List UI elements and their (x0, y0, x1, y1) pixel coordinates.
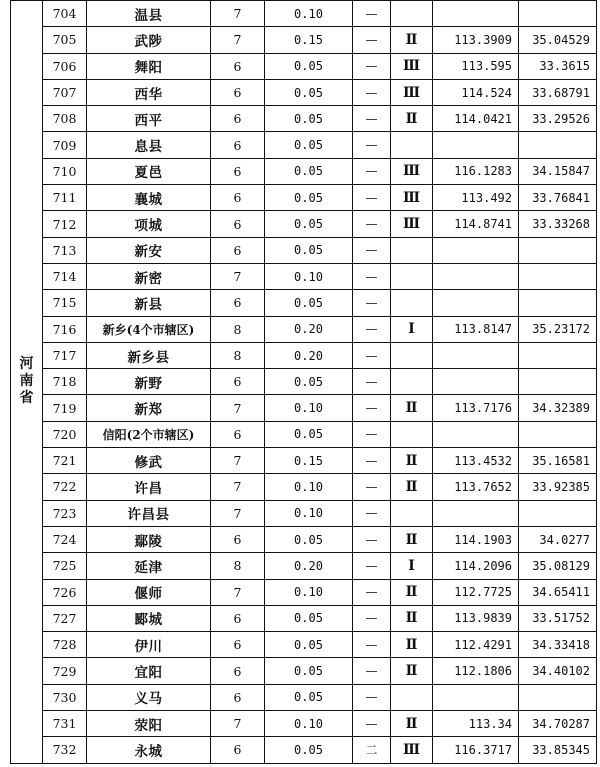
latitude-cell: 35.04529 (519, 27, 597, 53)
site-zone-cell: Ⅰ (391, 553, 433, 579)
row-number-cell: 720 (43, 421, 87, 447)
longitude-cell (433, 132, 519, 158)
table-row (11, 158, 597, 184)
intensity-cell: 8 (211, 316, 265, 342)
county-name-cell: 许昌县 (87, 500, 211, 526)
group-cell: — (353, 211, 391, 237)
latitude-cell: 33.76841 (519, 185, 597, 211)
site-zone-cell (391, 500, 433, 526)
site-zone-cell (391, 342, 433, 368)
pga-cell: 0.05 (265, 632, 353, 658)
pga-cell: 0.05 (265, 158, 353, 184)
intensity-cell: 6 (211, 237, 265, 263)
county-name-cell: 许昌 (87, 474, 211, 500)
county-seismic-table (10, 0, 597, 764)
table-row (11, 1, 597, 27)
county-name-cell: 修武 (87, 448, 211, 474)
province-char: 南 (19, 373, 34, 390)
row-number-cell: 707 (43, 79, 87, 105)
table-row (11, 500, 597, 526)
longitude-cell: 116.3717 (433, 737, 519, 763)
row-number-cell: 705 (43, 27, 87, 53)
intensity-cell: 8 (211, 553, 265, 579)
group-cell: — (353, 1, 391, 27)
intensity-cell: 6 (211, 158, 265, 184)
latitude-cell (519, 342, 597, 368)
intensity-cell: 7 (211, 711, 265, 737)
site-zone-cell (391, 1, 433, 27)
latitude-cell: 33.85345 (519, 737, 597, 763)
longitude-cell: 112.4291 (433, 632, 519, 658)
longitude-cell (433, 421, 519, 447)
pga-cell: 0.05 (265, 106, 353, 132)
table-row (11, 395, 597, 421)
group-cell: — (353, 132, 391, 158)
table-row (11, 448, 597, 474)
longitude-cell: 113.7176 (433, 395, 519, 421)
longitude-cell (433, 684, 519, 710)
table-row (11, 632, 597, 658)
province-char: 省 (19, 390, 34, 407)
row-number-cell: 714 (43, 263, 87, 289)
pga-cell: 0.05 (265, 605, 353, 631)
latitude-cell: 34.70287 (519, 711, 597, 737)
row-number-cell: 722 (43, 474, 87, 500)
table-row (11, 474, 597, 500)
table-row (11, 579, 597, 605)
site-zone-cell: Ⅱ (391, 711, 433, 737)
county-name-cell: 义马 (87, 684, 211, 710)
row-number-cell: 709 (43, 132, 87, 158)
county-name-cell: 永城 (87, 737, 211, 763)
row-number-cell: 724 (43, 526, 87, 552)
pga-cell: 0.20 (265, 316, 353, 342)
pga-cell: 0.15 (265, 27, 353, 53)
site-zone-cell (391, 421, 433, 447)
county-name-cell: 武陟 (87, 27, 211, 53)
row-number-cell: 704 (43, 1, 87, 27)
pga-cell: 0.10 (265, 263, 353, 289)
county-name-cell: 信阳(2个市辖区) (87, 421, 211, 447)
county-name-cell: 宜阳 (87, 658, 211, 684)
pga-cell: 0.05 (265, 737, 353, 763)
row-number-cell: 725 (43, 553, 87, 579)
group-cell: 二 (353, 737, 391, 763)
site-zone-cell: Ⅱ (391, 658, 433, 684)
site-zone-cell: Ⅱ (391, 526, 433, 552)
group-cell: — (353, 395, 391, 421)
group-cell: — (353, 316, 391, 342)
group-cell: — (353, 632, 391, 658)
site-zone-cell: Ⅱ (391, 448, 433, 474)
county-name-cell: 荥阳 (87, 711, 211, 737)
intensity-cell: 7 (211, 27, 265, 53)
site-zone-cell: Ⅰ (391, 316, 433, 342)
row-number-cell: 726 (43, 579, 87, 605)
intensity-cell: 7 (211, 263, 265, 289)
pga-cell: 0.05 (265, 132, 353, 158)
longitude-cell (433, 263, 519, 289)
county-name-cell: 新密 (87, 263, 211, 289)
latitude-cell: 34.0277 (519, 526, 597, 552)
intensity-cell: 6 (211, 106, 265, 132)
latitude-cell: 33.29526 (519, 106, 597, 132)
latitude-cell: 34.15847 (519, 158, 597, 184)
intensity-cell: 6 (211, 211, 265, 237)
longitude-cell: 114.8741 (433, 211, 519, 237)
row-number-cell: 731 (43, 711, 87, 737)
site-zone-cell: Ⅱ (391, 474, 433, 500)
latitude-cell: 33.3615 (519, 53, 597, 79)
group-cell: — (353, 342, 391, 368)
intensity-cell: 6 (211, 79, 265, 105)
site-zone-cell (391, 684, 433, 710)
longitude-cell (433, 237, 519, 263)
table-row (11, 79, 597, 105)
intensity-cell: 6 (211, 53, 265, 79)
county-name-cell: 郾城 (87, 605, 211, 631)
pga-cell: 0.05 (265, 237, 353, 263)
intensity-cell: 6 (211, 526, 265, 552)
site-zone-cell: Ⅱ (391, 605, 433, 631)
intensity-cell: 8 (211, 342, 265, 368)
row-number-cell: 710 (43, 158, 87, 184)
intensity-cell: 7 (211, 448, 265, 474)
longitude-cell: 113.4532 (433, 448, 519, 474)
pga-cell: 0.10 (265, 711, 353, 737)
pga-cell: 0.15 (265, 448, 353, 474)
table-row (11, 553, 597, 579)
site-zone-cell (391, 290, 433, 316)
site-zone-cell: Ⅱ (391, 579, 433, 605)
longitude-cell: 114.0421 (433, 106, 519, 132)
table-row (11, 27, 597, 53)
longitude-cell (433, 290, 519, 316)
pga-cell: 0.05 (265, 79, 353, 105)
table-row (11, 684, 597, 710)
latitude-cell (519, 290, 597, 316)
longitude-cell: 112.7725 (433, 579, 519, 605)
county-name-cell: 温县 (87, 1, 211, 27)
longitude-cell: 113.9839 (433, 605, 519, 631)
intensity-cell: 7 (211, 474, 265, 500)
county-name-cell: 新安 (87, 237, 211, 263)
group-cell: — (353, 474, 391, 500)
county-name-cell: 息县 (87, 132, 211, 158)
group-cell: — (353, 106, 391, 132)
table-row (11, 342, 597, 368)
group-cell: — (353, 290, 391, 316)
pga-cell: 0.05 (265, 53, 353, 79)
group-cell: — (353, 605, 391, 631)
table-row (11, 185, 597, 211)
county-name-cell: 夏邑 (87, 158, 211, 184)
row-number-cell: 719 (43, 395, 87, 421)
group-cell: — (353, 553, 391, 579)
county-name-cell: 西平 (87, 106, 211, 132)
province-cell (11, 1, 43, 764)
pga-cell: 0.05 (265, 526, 353, 552)
longitude-cell (433, 342, 519, 368)
pga-cell: 0.05 (265, 369, 353, 395)
pga-cell: 0.10 (265, 1, 353, 27)
group-cell: — (353, 158, 391, 184)
county-name-cell: 偃师 (87, 579, 211, 605)
table-row (11, 658, 597, 684)
row-number-cell: 729 (43, 658, 87, 684)
county-name-cell: 新乡县 (87, 342, 211, 368)
intensity-cell: 6 (211, 421, 265, 447)
intensity-cell: 7 (211, 395, 265, 421)
table-row (11, 211, 597, 237)
longitude-cell: 113.595 (433, 53, 519, 79)
group-cell: — (353, 185, 391, 211)
row-number-cell: 712 (43, 211, 87, 237)
county-name-cell: 延津 (87, 553, 211, 579)
group-cell: — (353, 369, 391, 395)
site-zone-cell (391, 237, 433, 263)
intensity-cell: 6 (211, 737, 265, 763)
pga-cell: 0.10 (265, 579, 353, 605)
longitude-cell: 114.2096 (433, 553, 519, 579)
latitude-cell (519, 369, 597, 395)
group-cell: — (353, 53, 391, 79)
intensity-cell: 6 (211, 369, 265, 395)
county-name-cell: 新县 (87, 290, 211, 316)
latitude-cell: 33.33268 (519, 211, 597, 237)
latitude-cell: 34.33418 (519, 632, 597, 658)
row-number-cell: 721 (43, 448, 87, 474)
group-cell: — (353, 526, 391, 552)
group-cell: — (353, 684, 391, 710)
group-cell: — (353, 579, 391, 605)
longitude-cell: 113.7652 (433, 474, 519, 500)
county-name-cell: 西华 (87, 79, 211, 105)
group-cell: — (353, 421, 391, 447)
longitude-cell: 114.1903 (433, 526, 519, 552)
site-zone-cell: Ⅲ (391, 737, 433, 763)
pga-cell: 0.10 (265, 474, 353, 500)
latitude-cell (519, 1, 597, 27)
table-row (11, 737, 597, 763)
longitude-cell: 113.34 (433, 711, 519, 737)
latitude-cell: 33.51752 (519, 605, 597, 631)
intensity-cell: 7 (211, 1, 265, 27)
site-zone-cell: Ⅲ (391, 158, 433, 184)
group-cell: — (353, 27, 391, 53)
site-zone-cell: Ⅲ (391, 79, 433, 105)
row-number-cell: 711 (43, 185, 87, 211)
intensity-cell: 6 (211, 185, 265, 211)
longitude-cell (433, 500, 519, 526)
longitude-cell: 116.1283 (433, 158, 519, 184)
county-name-cell: 项城 (87, 211, 211, 237)
table-row (11, 106, 597, 132)
table-row (11, 316, 597, 342)
group-cell: — (353, 500, 391, 526)
pga-cell: 0.05 (265, 658, 353, 684)
county-name-cell: 伊川 (87, 632, 211, 658)
pga-cell: 0.20 (265, 553, 353, 579)
pga-cell: 0.05 (265, 684, 353, 710)
latitude-cell (519, 684, 597, 710)
group-cell: — (353, 711, 391, 737)
pga-cell: 0.10 (265, 500, 353, 526)
latitude-cell (519, 500, 597, 526)
row-number-cell: 727 (43, 605, 87, 631)
pga-cell: 0.05 (265, 421, 353, 447)
latitude-cell: 34.40102 (519, 658, 597, 684)
table-row (11, 53, 597, 79)
site-zone-cell (391, 132, 433, 158)
table-row (11, 263, 597, 289)
intensity-cell: 7 (211, 500, 265, 526)
pga-cell: 0.05 (265, 211, 353, 237)
group-cell: — (353, 658, 391, 684)
latitude-cell: 35.16581 (519, 448, 597, 474)
latitude-cell (519, 132, 597, 158)
site-zone-cell: Ⅲ (391, 53, 433, 79)
latitude-cell: 33.68791 (519, 79, 597, 105)
group-cell: — (353, 263, 391, 289)
latitude-cell: 35.23172 (519, 316, 597, 342)
group-cell: — (353, 79, 391, 105)
county-name-cell: 鄢陵 (87, 526, 211, 552)
latitude-cell (519, 237, 597, 263)
county-name-cell: 襄城 (87, 185, 211, 211)
site-zone-cell (391, 369, 433, 395)
county-name-cell: 舞阳 (87, 53, 211, 79)
pga-cell: 0.10 (265, 395, 353, 421)
table-row (11, 132, 597, 158)
table-row (11, 237, 597, 263)
longitude-cell: 113.8147 (433, 316, 519, 342)
pga-cell: 0.05 (265, 290, 353, 316)
table-row (11, 290, 597, 316)
row-number-cell: 718 (43, 369, 87, 395)
site-zone-cell: Ⅱ (391, 395, 433, 421)
row-number-cell: 706 (43, 53, 87, 79)
longitude-cell: 112.1806 (433, 658, 519, 684)
longitude-cell: 114.524 (433, 79, 519, 105)
site-zone-cell: Ⅲ (391, 211, 433, 237)
longitude-cell: 113.492 (433, 185, 519, 211)
row-number-cell: 732 (43, 737, 87, 763)
intensity-cell: 6 (211, 658, 265, 684)
longitude-cell (433, 369, 519, 395)
row-number-cell: 723 (43, 500, 87, 526)
intensity-cell: 7 (211, 579, 265, 605)
table-row (11, 421, 597, 447)
intensity-cell: 6 (211, 632, 265, 658)
table-row (11, 711, 597, 737)
row-number-cell: 708 (43, 106, 87, 132)
row-number-cell: 716 (43, 316, 87, 342)
county-name-cell: 新乡(4个市辖区) (87, 316, 211, 342)
pga-cell: 0.05 (265, 185, 353, 211)
table-row (11, 526, 597, 552)
pga-cell: 0.20 (265, 342, 353, 368)
row-number-cell: 728 (43, 632, 87, 658)
county-name-cell: 新野 (87, 369, 211, 395)
group-cell: — (353, 237, 391, 263)
latitude-cell (519, 263, 597, 289)
site-zone-cell: Ⅱ (391, 106, 433, 132)
province-char: 河 (19, 356, 34, 373)
latitude-cell: 34.32389 (519, 395, 597, 421)
county-name-cell: 新郑 (87, 395, 211, 421)
row-number-cell: 713 (43, 237, 87, 263)
row-number-cell: 715 (43, 290, 87, 316)
site-zone-cell: Ⅱ (391, 27, 433, 53)
site-zone-cell (391, 263, 433, 289)
latitude-cell: 33.92385 (519, 474, 597, 500)
intensity-cell: 6 (211, 290, 265, 316)
latitude-cell (519, 421, 597, 447)
table-row (11, 369, 597, 395)
site-zone-cell: Ⅱ (391, 632, 433, 658)
longitude-cell (433, 1, 519, 27)
intensity-cell: 6 (211, 684, 265, 710)
table-row (11, 605, 597, 631)
intensity-cell: 6 (211, 132, 265, 158)
intensity-cell: 6 (211, 605, 265, 631)
latitude-cell: 34.65411 (519, 579, 597, 605)
latitude-cell: 35.08129 (519, 553, 597, 579)
longitude-cell: 113.3909 (433, 27, 519, 53)
row-number-cell: 730 (43, 684, 87, 710)
group-cell: — (353, 448, 391, 474)
site-zone-cell: Ⅲ (391, 185, 433, 211)
row-number-cell: 717 (43, 342, 87, 368)
